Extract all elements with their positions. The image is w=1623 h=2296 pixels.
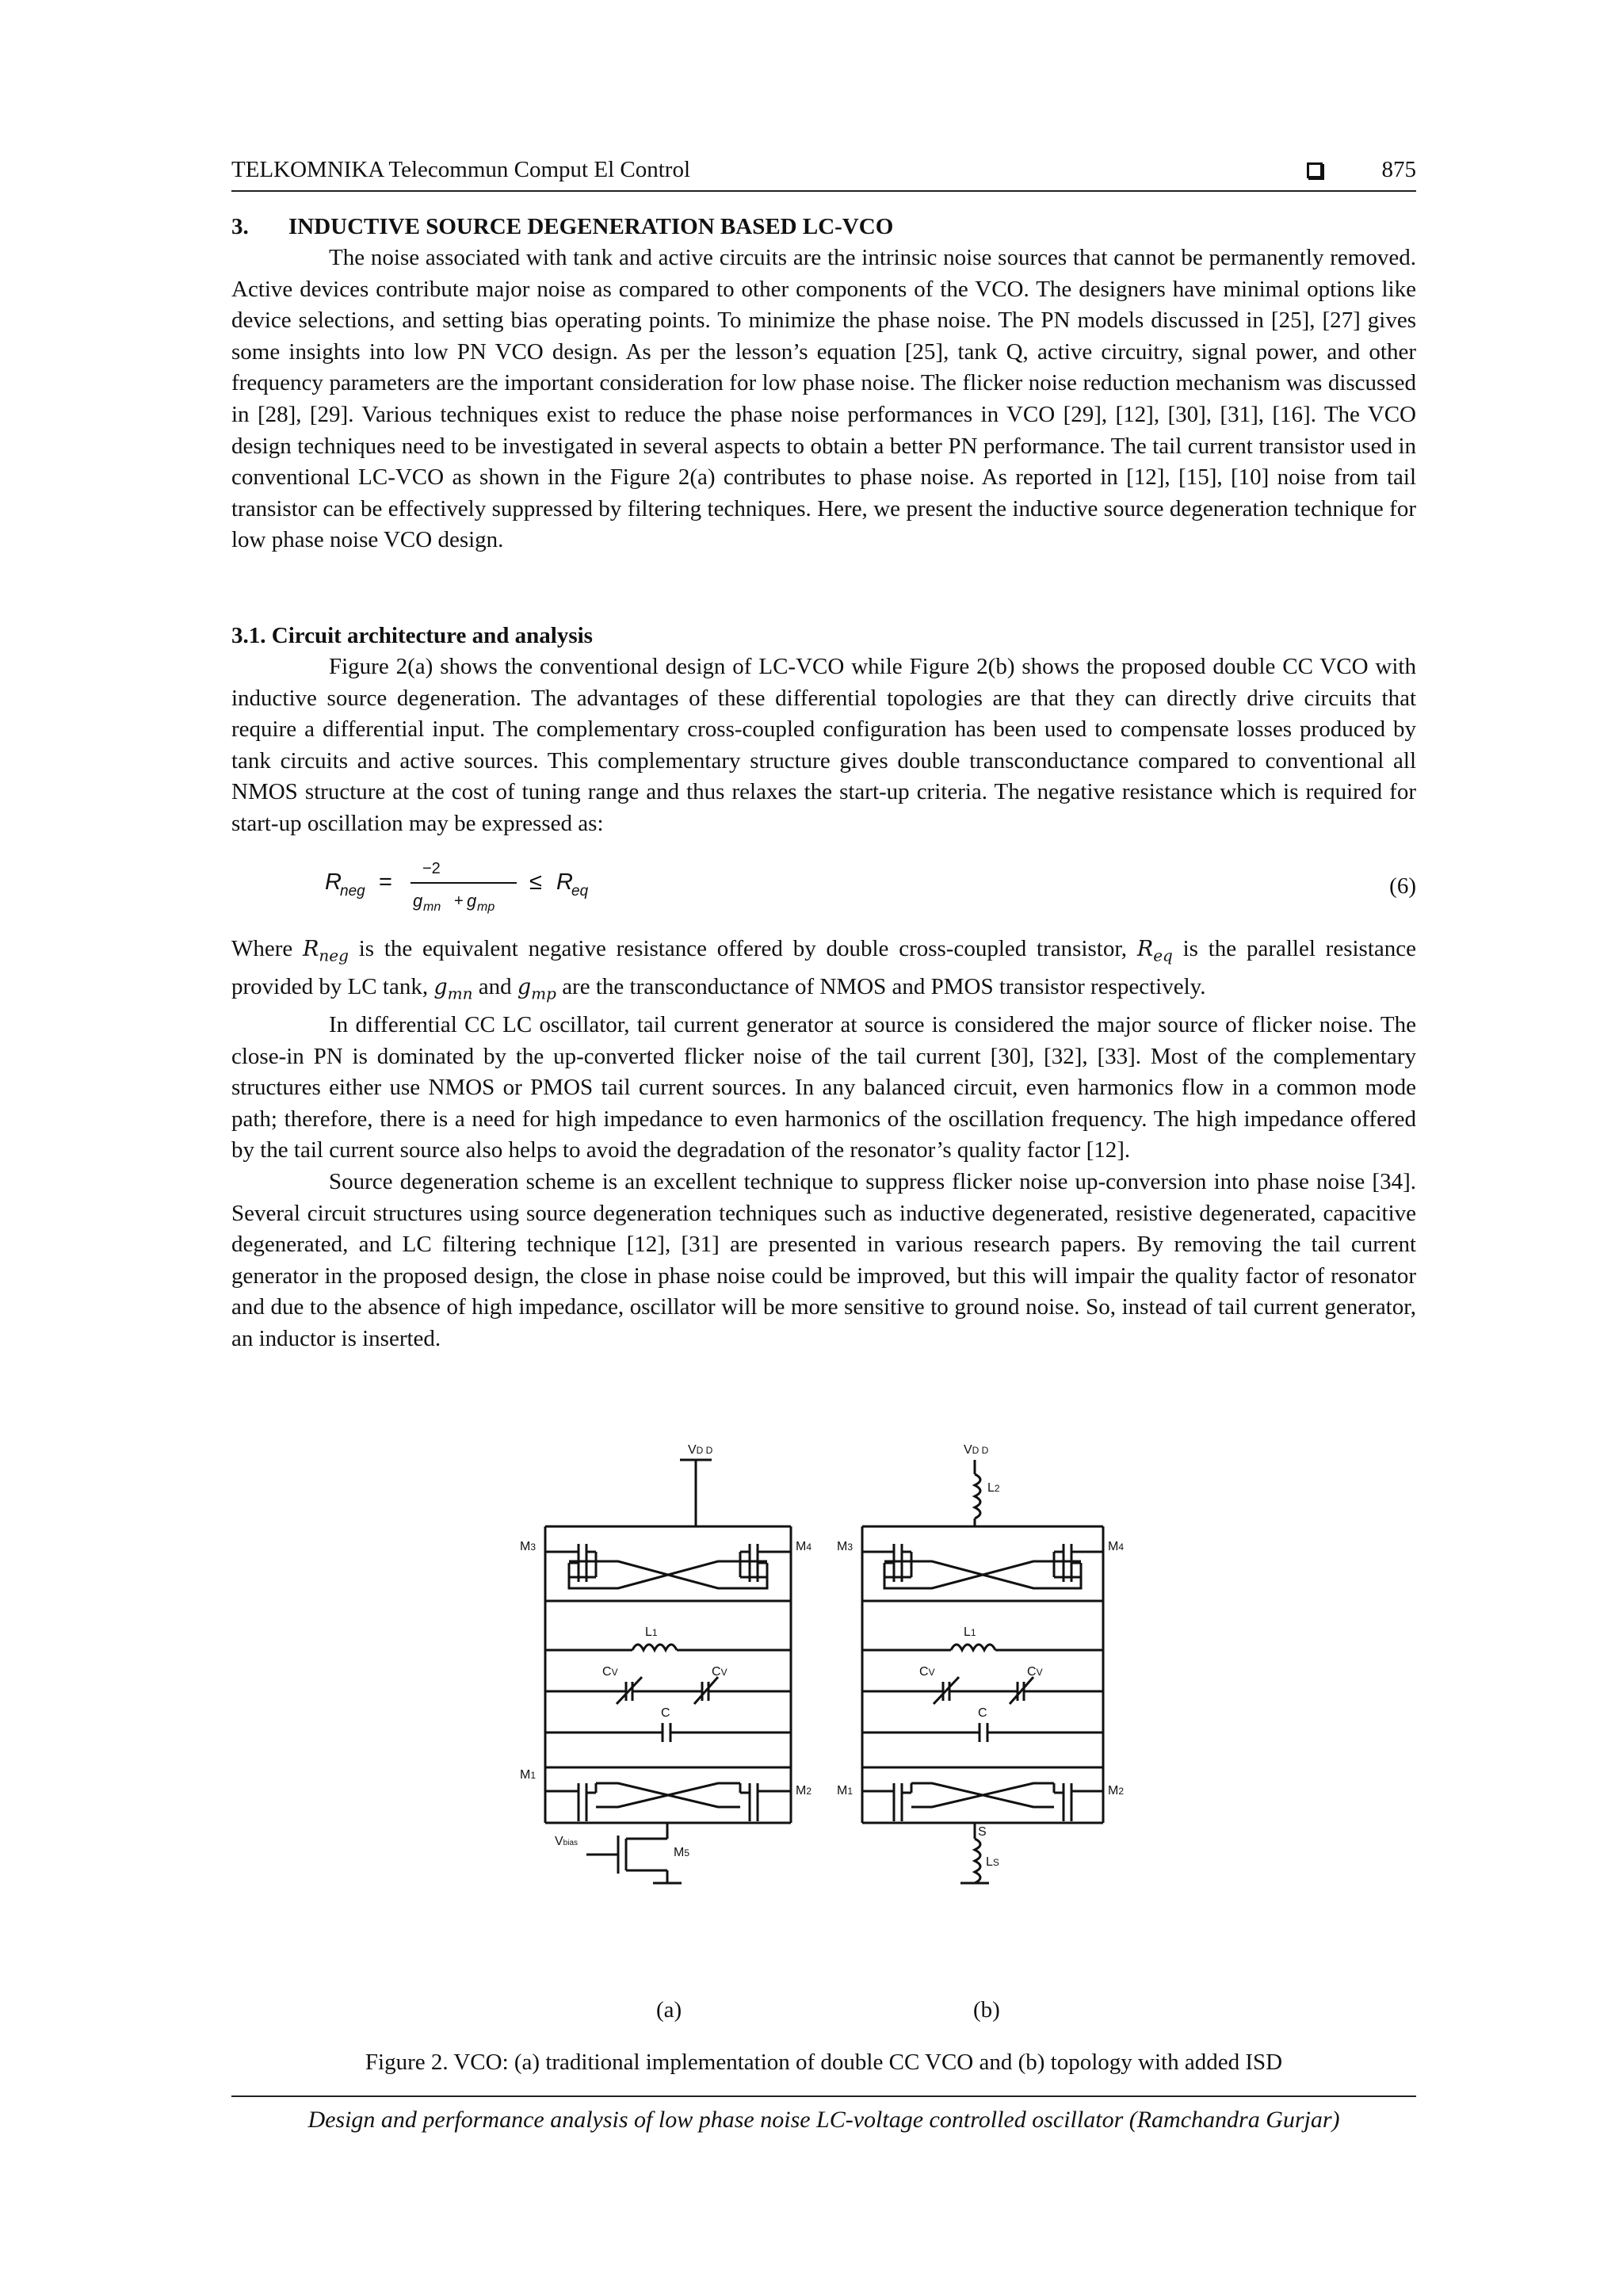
paragraph: Source degeneration scheme is an excellent technique to suppress flicker noise up-conversion into phase noise [34]. Several circuit structures using source degeneration techniques such as inductive degenerated, resistive degenerated, capacitive degenerated, and LC filtering technique [12], [31] are presented in various research papers. By removing the tail current generator in the proposed design, the close in phase noise could be improved, but this will impair the quality factor of resonator and due to the absence of high impedance, oscillator will be more sensitive to ground noise. So, instead of tail current generator, an inductor is inserted.: [231, 1168, 1416, 1351]
svg-text:M3: M3: [837, 1540, 854, 1553]
eq-den-a: g: [413, 891, 423, 911]
page-number: 875: [1381, 157, 1416, 182]
eq-rhs-sub: eq: [571, 883, 589, 900]
eq-numerator: −2: [422, 860, 441, 877]
equation-formula: [325, 856, 642, 919]
svg-text:M5: M5: [674, 1846, 690, 1859]
svg-text:CV: CV: [919, 1665, 935, 1679]
svg-text:LS: LS: [986, 1855, 999, 1869]
journal-name: TELKOMNIKA Telecommun Comput El Control: [231, 157, 690, 182]
running-footer: Design and performance analysis of low phase noise LC-voltage controlled oscillator (Ramchandra Gurjar): [231, 2095, 1416, 2134]
svg-text:M4: M4: [1108, 1540, 1125, 1553]
paragraph: In differential CC LC oscillator, tail current generator at source is considered the major source of flicker noise. The close-in PN is dominated by the up-converted flicker noise of the tail current [30], [32], [33]. Most of the complementary structures either use NMOS or PMOS tail current sources. In any balanced circuit, even harmonics flow in a common mode path; therefore, there is a need for high impedance to even harmonics of the oscillation frequency. The high impedance offered by the tail current source also helps to avoid the degradation of the resonator’s quality factor [12].: [231, 1011, 1416, 1163]
section-3-heading: [231, 211, 893, 243]
label-vdd-a: V: [688, 1443, 697, 1457]
eq-rhs: R: [556, 869, 573, 895]
svg-text:L1: L1: [645, 1626, 658, 1639]
section-3-1-body-continued: [231, 934, 1416, 1355]
svg-text:S: S: [978, 1825, 987, 1839]
running-header: [231, 155, 1416, 192]
svg-text:=: =: [379, 869, 392, 895]
where-paragraph: Where $R_{neg}$ is the equivalent negative resistance offered by double cross-coupled transistor, $R_{eq}$ is the parallel resistance provided by LC tank, $g_{mn}$ and $g_{mp}$ are the transconductance of NMOS and PMOS transistor respectively.: [231, 936, 1416, 1003]
section-title: INDUCTIVE SOURCE DEGENERATION BASED LC-VCO: [288, 214, 894, 239]
eq-lhs: R: [325, 869, 342, 895]
svg-text:M4: M4: [796, 1540, 812, 1553]
eq-relation: ≤: [529, 869, 542, 895]
svg-text:C: C: [661, 1706, 670, 1720]
checkbox-icon: [1307, 162, 1323, 178]
section-3-1-body: [231, 651, 1416, 840]
section-number: 3.1.: [231, 623, 266, 648]
svg-text:CV: CV: [1027, 1665, 1043, 1679]
figure-2-circuits: [507, 1442, 1157, 1950]
svg-text:CV: CV: [712, 1665, 727, 1679]
eq-den-a-sub: mn: [423, 900, 441, 914]
svg-text:M3: M3: [520, 1540, 537, 1553]
svg-text:M1: M1: [520, 1768, 537, 1782]
section-3-1-heading: [231, 620, 593, 651]
svg-text:Vbias: Vbias: [555, 1835, 579, 1848]
subfigure-label-b: (b): [973, 1997, 1000, 2023]
vco-schematics: [507, 1442, 1157, 1886]
section-number: 3.: [231, 214, 249, 239]
svg-text:M2: M2: [796, 1784, 812, 1797]
svg-text:C: C: [978, 1706, 987, 1720]
svg-text:+: +: [454, 892, 464, 910]
section-3-body: [231, 243, 1416, 556]
eq-lhs-sub: neg: [340, 883, 365, 900]
svg-text:L1: L1: [964, 1626, 976, 1639]
paragraph: The noise associated with tank and active circuits are the intrinsic noise sources that cannot be permanently removed. Active devices contribute major noise as compared to other components of the VCO. The designers have minimal options like device selections, and setting bias operating points. To minimize the phase noise. The PN models discussed in [25], [27] gives some insights into low PN VCO design. As per the lesson’s equation [25], tank Q, active circuitry, signal power, and other frequency parameters are the important consideration for low phase noise. The flicker noise reduction mechanism was discussed in [28], [29]. Various techniques exist to reduce the phase noise performances in VCO [29], [12], [30], [31], [16]. The VCO design techniques need to be investigated in several aspects to obtain a better PN performance. The tail current transistor used in conventional LC-VCO as shown in the Figure 2(a) contributes to phase noise. As reported in [12], [15], [10] noise from tail transistor can be effectively suppressed by filtering techniques. Here, we present the inductive source degeneration technique for low phase noise VCO design.: [231, 245, 1416, 553]
svg-text:CV: CV: [602, 1665, 618, 1679]
svg-text:L2: L2: [987, 1481, 1000, 1495]
equation-number: (6): [1389, 873, 1416, 899]
svg-text:VD D: VD D: [688, 1443, 713, 1457]
section-title: Circuit architecture and analysis: [271, 623, 593, 648]
equation-6: [325, 856, 1416, 919]
eq-den-b-sub: mp: [477, 900, 495, 914]
paragraph: Figure 2(a) shows the conventional design of LC-VCO while Figure 2(b) shows the proposed double CC VCO with inductive source degeneration. The advantages of these differential topologies are that they can directly drive circuits that require a differential input. The complementary cross-coupled configuration has been used to compensate losses produced by tank circuits and active sources. This complementary structure gives double transconductance compared to conventional all NMOS structure at the cost of tuning range and thus relaxes the start-up criteria. The negative resistance which is required for start-up oscillation may be expressed as:: [231, 654, 1416, 836]
svg-text:M2: M2: [1108, 1784, 1125, 1797]
svg-text:M1: M1: [837, 1784, 854, 1797]
eq-den-b: g: [467, 891, 477, 911]
subfigure-label-a: (a): [656, 1997, 682, 2023]
svg-text:VD D: VD D: [964, 1443, 989, 1457]
figure-caption: Figure 2. VCO: (a) traditional implementation of double CC VCO and (b) topology with added ISD: [365, 2050, 1283, 2075]
